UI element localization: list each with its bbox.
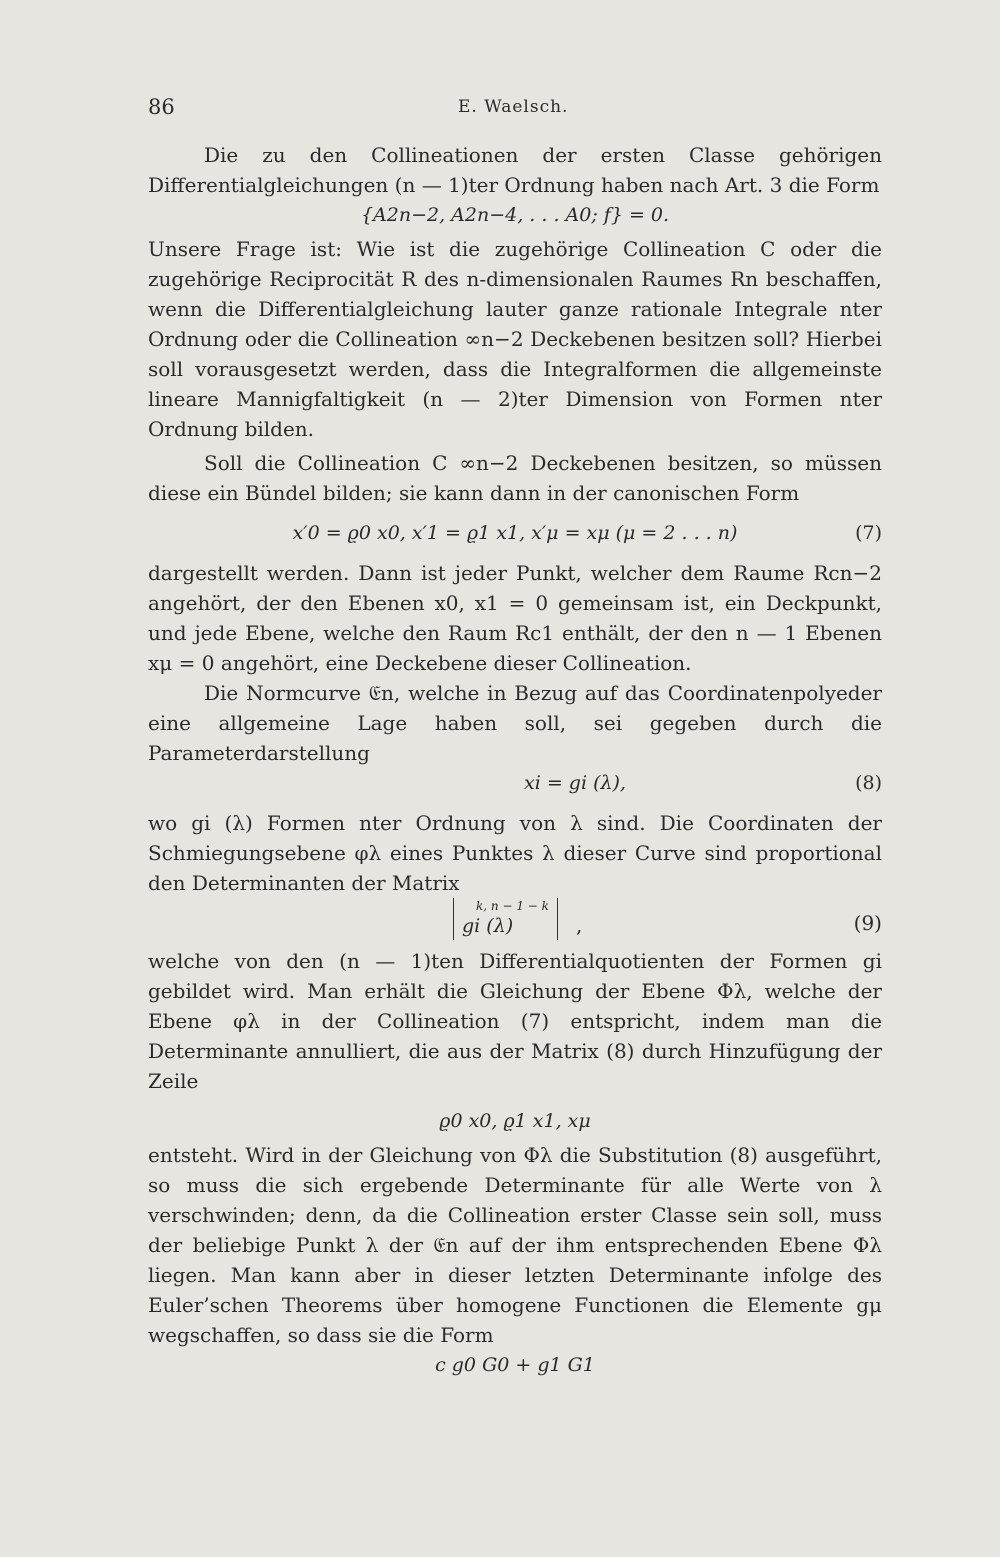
paragraph-7: welche von den (n — 1)ten Differentialquotienten der Formen gi gebildet wird. Man erhält die Gleichung der Ebene Φλ, welche der Ebene φλ in der Collineation (7) entspricht, indem man die Determinante annulliert, die aus der Matrix (8) durch Hinzufügung der Zeile [148, 949, 882, 1093]
formula-form [148, 200, 882, 230]
matrix-base: gi (λ) [462, 915, 514, 937]
equation-9 [148, 898, 882, 942]
paragraph-4: dargestellt werden. Dann ist jeder Punkt, welcher dem Raume Rcn−2 angehört, der den Ebenen x0, x1 = 0 gemeinsam ist, ein Deckpunkt, und jede Ebene, welche den Raum Rc1 enthält, der den n — 1 Ebenen xμ = 0 angehört, eine Deckebene dieser Collineation. [148, 561, 882, 675]
body-text [148, 140, 882, 1380]
paragraph-3: Soll die Collineation C ∞n−2 Deckebenen besitzen, so müssen diese ein Bündel bilden; sie kann dann in der canonischen Form [148, 451, 882, 505]
equation-7 [148, 518, 882, 548]
formula-row-text: ϱ0 x0, ϱ1 x1, xμ [439, 1110, 591, 1132]
paragraph-6: wo gi (λ) Formen nter Ordnung von λ sind. Die Coordinaten der Schmiegungsebene φλ eines Punktes λ dieser Curve sind proportional den Determinanten der Matrix [148, 811, 882, 895]
equation-8-text: xi = gi (λ), [524, 772, 626, 794]
paragraph-8: entsteht. Wird in der Gleichung von Φλ die Substitution (8) ausgeführt, so muss die sich ergebende Determinante für alle Werte von λ verschwinden; denn, da die Collineation erster Classe sein soll, muss der beliebige Punkt λ der 𝔈n auf der ihm entsprechenden Ebene Φλ liegen. Man kann aber in dieser letzten Determinante infolge des Euler’schen Theorems über homogene Functionen die Elemente gμ wegschaffen, so dass sie die Form [148, 1143, 882, 1347]
matrix-superscript: k, n − 1 − k [476, 899, 549, 913]
matrix-bars [453, 898, 558, 940]
equation-7-number: (7) [855, 522, 882, 544]
formula-row [148, 1106, 882, 1136]
page-header [148, 95, 882, 125]
equation-9-number: (9) [853, 911, 882, 935]
paragraph-2: Unsere Frage ist: Wie ist die zugehörige Collineation C oder die zugehörige Reciprocität R des n-dimensionalen Raumes Rn beschaffen, wenn die Differentialgleichung lauter ganze rationale Integrale nter Ordnung oder die Collineation ∞n−2 Deckebenen besitzen soll? Hierbei soll vorausgesetzt werden, dass die Integralformen die allgemeinste lineare Mannigfaltigkeit (n — 2)ter Dimension von Formen nter Ordnung bilden. [148, 237, 882, 441]
equation-8-number: (8) [855, 772, 882, 794]
running-head: E. Waelsch. [458, 97, 569, 117]
formula-final-text: c g0 G0 + g1 G1 [435, 1354, 595, 1376]
formula-form-text: {A2n−2, A2n−4, . . . A0; f} = 0. [360, 204, 670, 226]
page-number: 86 [148, 95, 175, 119]
equation-7-text: x′0 = ϱ0 x0, x′1 = ϱ1 x1, x′μ = xμ (μ = 2 . . . n) [292, 522, 738, 544]
equation-8 [148, 768, 882, 798]
formula-final [148, 1350, 882, 1380]
paragraph-1: Die zu den Collineationen der ersten Classe gehörigen Differentialgleichungen (n — 1)ter Ordnung haben nach Art. 3 die Form [148, 143, 882, 197]
paragraph-5: Die Normcurve 𝔈n, welche in Bezug auf das Coordinatenpolyeder eine allgemeine Lage haben soll, sei gegeben durch die Parameterdarstellung [148, 681, 882, 765]
matrix-comma: , [576, 913, 583, 937]
